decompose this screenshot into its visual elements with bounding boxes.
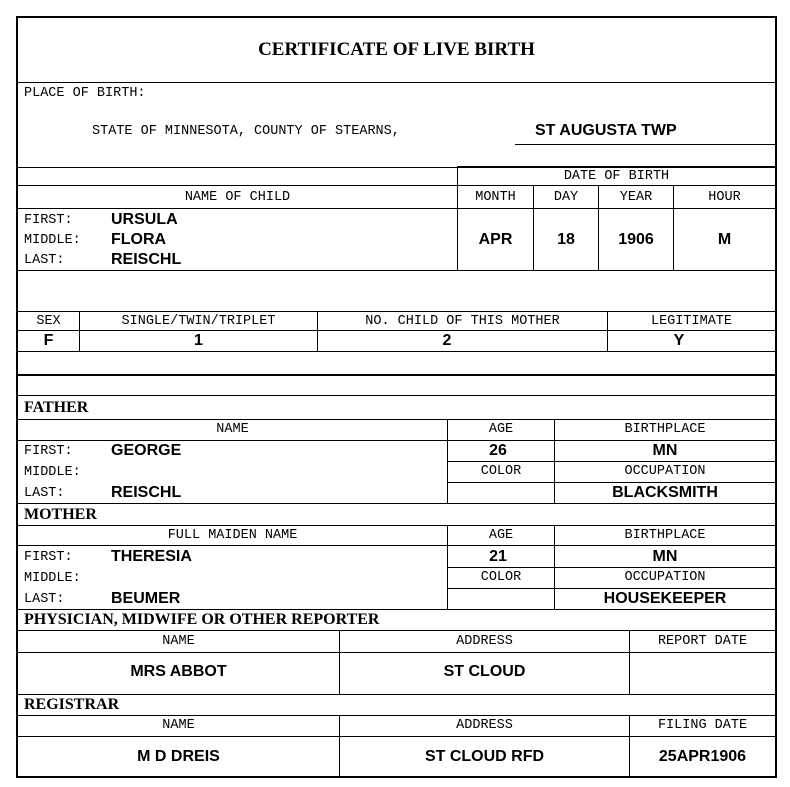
rule: [18, 82, 775, 83]
registrar-address-header: ADDRESS: [456, 718, 513, 733]
filing-date: 25APR1906: [658, 748, 747, 765]
father-name-header: NAME: [216, 422, 249, 437]
mother-age-header: AGE: [488, 528, 514, 543]
father-birthplace: MN: [652, 442, 678, 459]
rule: [18, 525, 775, 526]
month-header: MONTH: [475, 190, 516, 205]
rule: [18, 311, 775, 312]
father-occupation-header: OCCUPATION: [624, 464, 706, 479]
father-middle-label: MIDDLE:: [24, 465, 81, 480]
rule: [18, 736, 775, 737]
mother-last-name: BEUMER: [111, 590, 181, 607]
rule: [18, 208, 775, 209]
rule: [18, 270, 775, 271]
name-of-child-header: NAME OF CHILD: [184, 190, 291, 205]
plurality-value: 1: [194, 332, 203, 349]
date-of-birth-header: DATE OF BIRTH: [563, 169, 670, 184]
rule: [447, 567, 775, 568]
birth-day: 18: [557, 231, 575, 248]
father-last-label: LAST:: [24, 486, 65, 501]
rule: [18, 545, 775, 546]
physician-address: ST CLOUD: [443, 663, 526, 680]
father-age-header: AGE: [488, 422, 514, 437]
rule: [18, 715, 775, 716]
physician-address-header: ADDRESS: [456, 634, 513, 649]
registrar-name: M D DREIS: [137, 748, 220, 765]
filing-date-header: FILING DATE: [657, 718, 748, 733]
mother-name-header: FULL MAIDEN NAME: [167, 528, 298, 543]
birth-hour: M: [717, 231, 732, 248]
mother-birthplace-header: BIRTHPLACE: [624, 528, 706, 543]
rule: [18, 440, 775, 441]
father-color-header: COLOR: [480, 464, 522, 479]
registrar-name-header: NAME: [162, 718, 195, 733]
father-first-name: GEORGE: [111, 442, 182, 459]
father-age: 26: [489, 442, 507, 459]
rule: [18, 609, 775, 610]
father-occupation: BLACKSMITH: [612, 484, 718, 501]
mother-first-label: FIRST:: [24, 550, 73, 565]
day-header: DAY: [553, 190, 579, 205]
mother-section-title: MOTHER: [24, 506, 97, 523]
registrar-section-title: REGISTRAR: [24, 696, 120, 713]
child-first-name: URSULA: [111, 211, 178, 228]
rule: [447, 482, 775, 483]
mother-color-header: COLOR: [480, 570, 522, 585]
rule: [18, 330, 775, 331]
mother-last-label: LAST:: [24, 592, 65, 607]
mother-age: 21: [489, 548, 507, 565]
mother-occupation: HOUSEKEEPER: [603, 590, 727, 607]
legitimate-value: Y: [673, 332, 685, 349]
rule: [447, 588, 775, 589]
registrar-address: ST CLOUD RFD: [424, 748, 545, 765]
certificate-form: [16, 16, 777, 778]
rule: [18, 185, 775, 186]
father-birthplace-header: BIRTHPLACE: [624, 422, 706, 437]
sex-value: F: [43, 332, 54, 349]
physician-name: MRS ABBOT: [130, 663, 227, 680]
father-first-label: FIRST:: [24, 444, 73, 459]
physician-name-header: NAME: [162, 634, 195, 649]
mother-first-name: THERESIA: [111, 548, 192, 565]
township-underline: [515, 144, 775, 145]
child-middle-label: MIDDLE:: [24, 233, 81, 248]
child-first-label: FIRST:: [24, 213, 73, 228]
rule: [457, 166, 775, 167]
rule: [18, 652, 775, 653]
child-last-label: LAST:: [24, 253, 65, 268]
mother-occupation-header: OCCUPATION: [624, 570, 706, 585]
report-date-header: REPORT DATE: [657, 634, 748, 649]
plurality-header: SINGLE/TWIN/TRIPLET: [121, 314, 276, 329]
mother-middle-label: MIDDLE:: [24, 571, 81, 586]
rule: [18, 694, 775, 695]
place-of-birth-label: PLACE OF BIRTH:: [24, 86, 146, 101]
physician-section-title: PHYSICIAN, MIDWIFE OR OTHER REPORTER: [24, 611, 380, 628]
rule: [18, 167, 775, 168]
rule: [18, 419, 775, 420]
place-location: STATE OF MINNESOTA, COUNTY OF STEARNS,: [92, 124, 400, 139]
rule: [18, 630, 775, 631]
place-township: ST AUGUSTA TWP: [535, 122, 677, 139]
child-last-name: REISCHL: [111, 251, 182, 268]
year-header: YEAR: [619, 190, 653, 205]
birth-year: 1906: [618, 231, 654, 248]
sex-header: SEX: [36, 314, 61, 329]
rule: [447, 461, 775, 462]
rule: [18, 503, 775, 504]
rule: [18, 374, 775, 376]
child-middle-name: FLORA: [111, 231, 167, 248]
birth-month: APR: [478, 231, 513, 248]
hour-header: HOUR: [708, 190, 741, 205]
mother-birthplace: MN: [652, 548, 678, 565]
rule: [18, 395, 775, 396]
father-last-name: REISCHL: [111, 484, 182, 501]
child-number-value: 2: [442, 332, 452, 349]
rule: [18, 351, 775, 352]
legitimate-header: LEGITIMATE: [650, 314, 732, 329]
child-number-header: NO. CHILD OF THIS MOTHER: [365, 314, 560, 329]
father-section-title: FATHER: [24, 399, 89, 416]
certificate-title: CERTIFICATE OF LIVE BIRTH: [258, 39, 535, 60]
